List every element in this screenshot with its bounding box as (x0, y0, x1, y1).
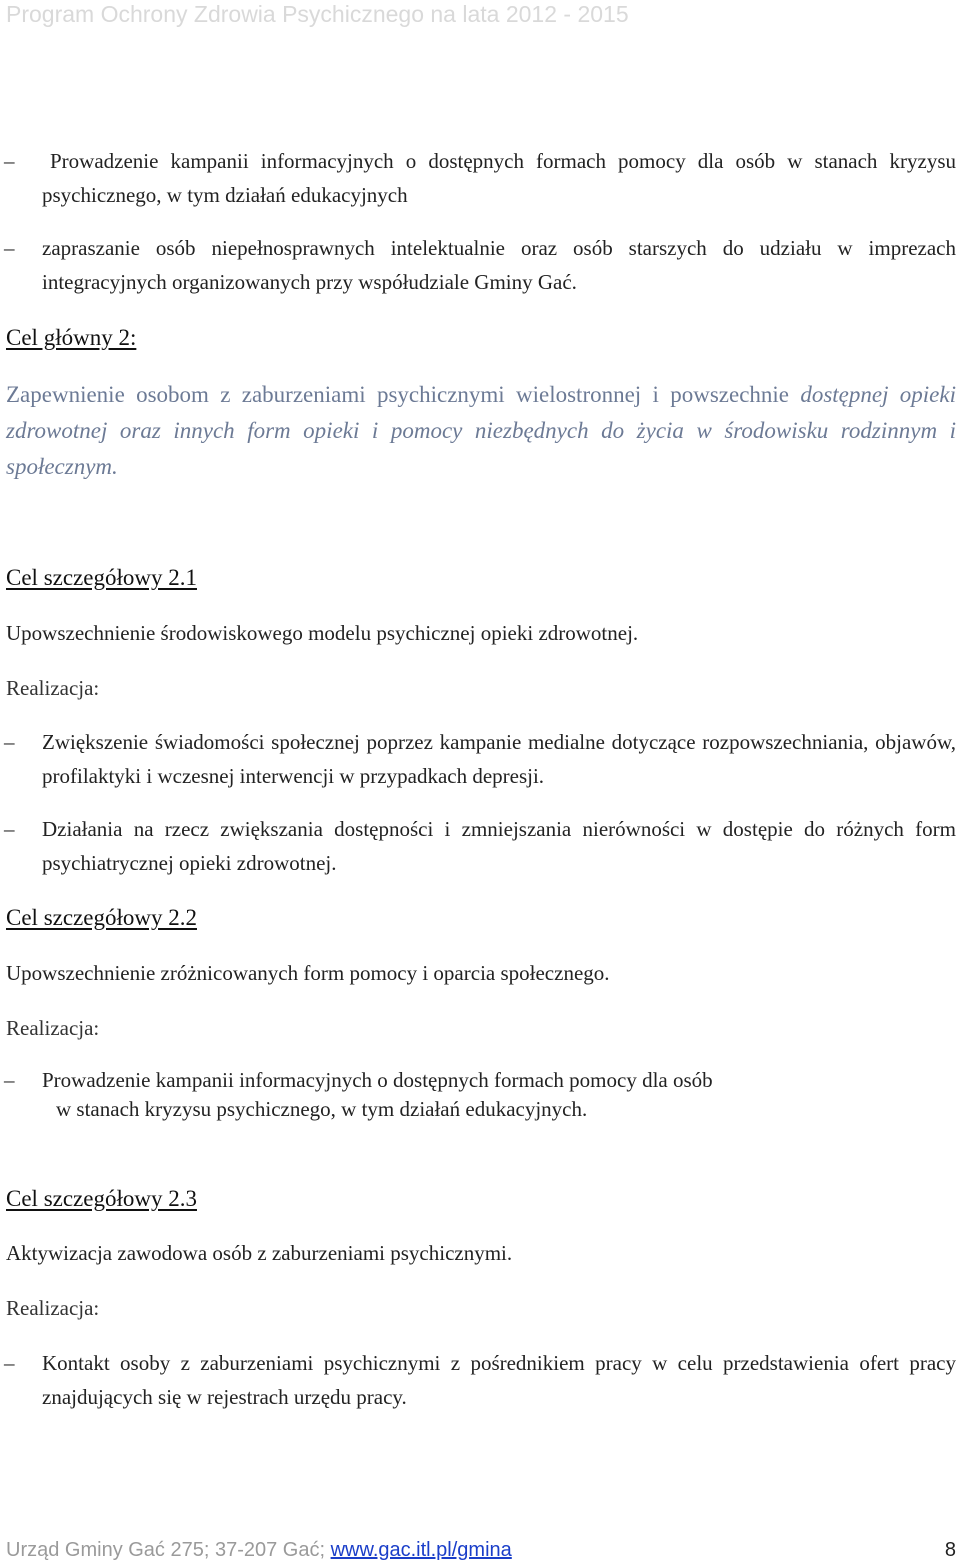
footer-address: Urząd Gminy Gać 275; 37-207 Gać; (6, 1539, 331, 1561)
list-item-text: Kontakt osoby z zaburzeniami psychicznymi z pośrednikiem pracy w celu przedstawienia ofert pracy znajdujących się w rejestrach urzędu pracy. (42, 1351, 956, 1409)
list-item-text: zapraszanie osób niepełnosprawnych intelektualnie oraz osób starszych do udziału w imprezach integracyjnych organizowanych przy współudziale Gminy Gać. (42, 236, 956, 294)
list-item-text (42, 1066, 956, 1124)
list-item-text: Zwiększenie świadomości społecznej poprzez kampanie medialne dotyczące rozpowszechniania, objawów, profilaktyki i wczesnej interwencji w przypadkach depresji. (42, 730, 956, 788)
goal-2-2-realizacja-label: Realizacja: (6, 1016, 100, 1040)
list-item-line-1: Prowadzenie kampanii informacyjnych o dostępnych formach pomocy dla osób (42, 1068, 713, 1092)
page-header-title: Program Ochrony Zdrowia Psychicznego na lata 2012 - 2015 (6, 1, 629, 27)
bullet-dash: – (4, 1068, 15, 1092)
page-number: 8 (944, 1539, 956, 1561)
list-item (0, 725, 956, 793)
goal-2-1-heading: Cel szczegółowy 2.1 (6, 565, 197, 590)
list-item (0, 231, 956, 299)
bullet-dash: – (4, 1351, 15, 1375)
bullet-dash: – (4, 730, 15, 754)
list-item-text: Działania na rzecz zwiększania dostępności i zmniejszania nierówności w dostępie do różnych form psychiatrycznej opieki zdrowotnej. (42, 817, 956, 875)
main-goal-text-normal: Zapewnienie osobom z zaburzeniami psychicznymi wielostronnej i powszechnie (6, 382, 790, 407)
goal-2-2-description: Upowszechnienie zróżnicowanych form pomocy i oparcia społecznego. (6, 961, 610, 985)
list-item (0, 1346, 956, 1414)
goal-2-3-heading: Cel szczegółowy 2.3 (6, 1186, 197, 1211)
main-goal-text (6, 377, 956, 485)
bullet-dash: – (4, 817, 15, 841)
footer-link[interactable]: www.gac.itl.pl/gmina (330, 1539, 512, 1561)
list-item (0, 812, 956, 880)
goal-2-1-realizacja-label: Realizacja: (6, 676, 100, 700)
bullet-dash: – (4, 236, 15, 260)
list-item (0, 144, 956, 212)
list-item-line-2: w stanach kryzysu psychicznego, w tym działań edukacyjnych. (56, 1097, 588, 1121)
list-item-text: Prowadzenie kampanii informacyjnych o dostępnych formach pomocy dla osób w stanach kryzysu psychicznego, w tym działań edukacyjnych (42, 149, 956, 207)
bullet-dash: – (4, 149, 15, 173)
main-goal-heading: Cel główny 2: (6, 325, 137, 350)
goal-2-3-description: Aktywizacja zawodowa osób z zaburzeniami psychicznymi. (6, 1241, 513, 1265)
goal-2-1-description: Upowszechnienie środowiskowego modelu psychicznej opieki zdrowotnej. (6, 621, 639, 645)
goal-2-2-heading: Cel szczegółowy 2.2 (6, 905, 197, 930)
main-goal-text-italic: dostępnej opieki zdrowotnej oraz innych form opieki i pomocy niezbędnych do życia w środowisku rodzinnym i społecznym. (6, 382, 956, 479)
goal-2-3-realizacja-label: Realizacja: (6, 1296, 100, 1320)
page-footer (6, 1536, 956, 1564)
list-item (0, 1066, 956, 1124)
